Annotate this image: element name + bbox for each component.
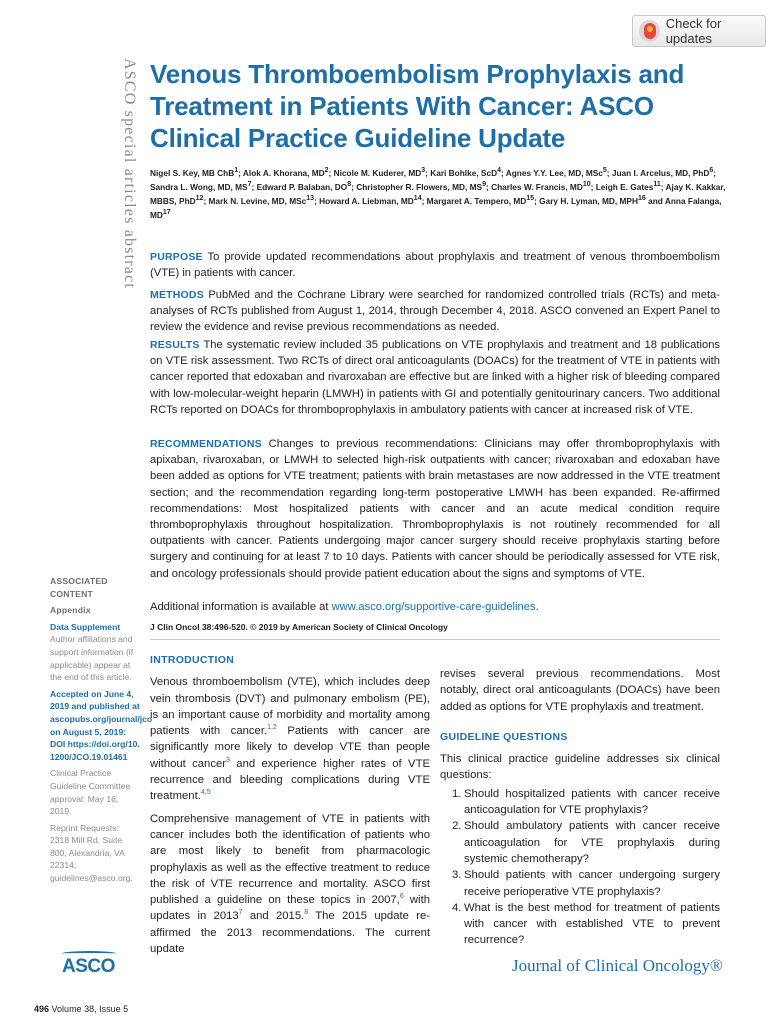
author-affiliation-number: 9 bbox=[482, 181, 486, 189]
author-separator: ; bbox=[328, 168, 334, 178]
author-name: Nicole M. Kuderer, MD bbox=[333, 168, 422, 178]
author bbox=[506, 168, 607, 178]
author-separator: ; bbox=[351, 182, 357, 192]
author-affiliation-number: 1 bbox=[234, 167, 239, 175]
additional-info-text: Additional information is available at bbox=[150, 601, 332, 613]
intro-p1-c: and experience higher rates of VTE recurrence and bleeding complications during VTE treatment. bbox=[150, 757, 431, 803]
author-affiliation-number: 5 bbox=[602, 167, 607, 175]
author-list bbox=[150, 166, 730, 222]
reference-link[interactable]: 6 bbox=[399, 893, 404, 901]
journal-logo: Journal of Clinical Oncology® bbox=[512, 956, 723, 975]
intro-p2-c: and 2015. bbox=[242, 910, 305, 923]
author-affiliation-number: 10 bbox=[582, 181, 591, 189]
doi-link[interactable]: https://doi.org/10.1200/JCO.19.01461 bbox=[50, 739, 140, 762]
author-separator: ; bbox=[590, 182, 596, 192]
author-separator: ; bbox=[500, 168, 506, 178]
accepted-prefix: Accepted on June 4, 2019 and published at bbox=[50, 688, 140, 712]
guideline-question bbox=[440, 900, 720, 949]
author-affiliation-number: 4 bbox=[497, 167, 501, 175]
intro-p1-b: Patients with cancer are significantly more likely to develop VTE than people without cancer bbox=[150, 725, 430, 770]
guideline-question bbox=[440, 867, 720, 900]
author-affiliation-number: 2 bbox=[324, 167, 329, 175]
asco-logo: ASCO bbox=[62, 956, 115, 977]
abstract-methods bbox=[150, 287, 720, 336]
author-separator: ; bbox=[534, 196, 540, 206]
crossmark-icon bbox=[639, 20, 660, 42]
ascopubs-link[interactable]: ascopubs.org/journal/jco bbox=[50, 713, 153, 724]
results-label: RESULTS bbox=[150, 339, 200, 351]
author-separator: ; bbox=[203, 196, 209, 206]
introduction-heading: INTRODUCTION bbox=[150, 654, 235, 666]
author-affiliations-note: Author affiliations and support information (if applicable) appear at the end of this article. bbox=[50, 634, 134, 683]
author bbox=[243, 168, 329, 178]
author bbox=[209, 196, 315, 206]
check-for-updates-label: Check for updates bbox=[665, 16, 722, 46]
author-name: Gary H. Lyman, MD, MPH bbox=[539, 196, 638, 206]
intro-p2-b: with updates in 2013 bbox=[150, 894, 430, 923]
introduction-paragraph-2 bbox=[150, 811, 430, 958]
author-separator: ; bbox=[238, 168, 243, 178]
author-name: Howard A. Liebman, MD bbox=[319, 196, 414, 206]
question-number: 2. bbox=[452, 820, 462, 833]
reference-link[interactable]: 3 bbox=[226, 757, 230, 765]
reference-link[interactable]: 1,2 bbox=[267, 724, 277, 732]
recommendations-label: RECOMMENDATIONS bbox=[150, 438, 262, 450]
author-name: Agnes Y.Y. Lee, MD, MSc bbox=[505, 168, 603, 178]
introduction-continued: revises several previous recommendations. Most notably, direct oral anticoagulants (DOACs) have been added as options for VTE prophylaxis and treatment. bbox=[440, 668, 720, 713]
author-separator: ; bbox=[606, 168, 612, 178]
author-affiliation-number: 12 bbox=[195, 195, 204, 203]
author-affiliation-number: 8 bbox=[347, 181, 352, 189]
author-name: Ajay K. Kakkar, MBBS, PhD bbox=[150, 182, 726, 206]
author-affiliation-number: 13 bbox=[306, 195, 315, 203]
guideline-question bbox=[440, 786, 720, 819]
intro-p2-d: The 2015 update re-affirmed the 2013 recommendations. The current update bbox=[150, 910, 430, 956]
introduction-paragraph-1 bbox=[150, 674, 430, 804]
accepted-mid: on August 5, 2019: DOI bbox=[50, 726, 127, 750]
author-affiliation-number: 15 bbox=[526, 195, 535, 203]
right-column bbox=[440, 666, 720, 949]
article-sidebar bbox=[50, 575, 153, 889]
author-name: Nigel S. Key, MB ChB bbox=[150, 168, 235, 178]
intro-p2-a: Comprehensive management of VTE in patients with cancer includes both the identification of patients who are most likely to benefit from pharmacologic prophylaxis as well as the effective treatment to reduce the risk of VTE recurrence and mortality. ASCO first published a guideline on these topics in 2007, bbox=[150, 812, 430, 907]
author-name: Edward P. Balaban, DO bbox=[256, 182, 348, 192]
author-affiliation-number: 17 bbox=[162, 209, 171, 217]
methods-label: METHODS bbox=[150, 289, 204, 301]
additional-info-suffix: . bbox=[535, 601, 539, 613]
abstract-results bbox=[150, 337, 720, 418]
journal-citation: J Clin Oncol 38:496-520. © 2019 by American Society of Clinical Oncology bbox=[150, 622, 448, 632]
check-for-updates-button[interactable] bbox=[632, 15, 766, 47]
author bbox=[334, 168, 426, 178]
intro-p1-a: Venous thromboembolism (VTE), which includes deep vein thrombosis (DVT) and pulmonary embolism (PE), is an important cause of morbidity and mortality among patients with cancer. bbox=[150, 676, 430, 738]
author-name: Leigh E. Gates bbox=[595, 182, 654, 192]
author bbox=[491, 182, 591, 192]
page-number: 496 bbox=[34, 1004, 50, 1014]
guideline-questions-intro: This clinical practice guideline addresses six clinical questions: bbox=[440, 753, 720, 782]
guideline-questions-heading: GUIDELINE QUESTIONS bbox=[440, 730, 568, 743]
author bbox=[257, 182, 352, 192]
question-text: Should patients with cancer undergoing surgery receive perioperative VTE prophylaxis? bbox=[464, 869, 720, 898]
issue-info: Volume 38, Issue 5 bbox=[51, 1004, 129, 1014]
author bbox=[430, 168, 501, 178]
author-name: Christopher R. Flowers, MD, MS bbox=[356, 182, 483, 192]
author-name: Mark N. Levine, MD, MSc bbox=[208, 196, 307, 206]
accepted-note bbox=[50, 688, 153, 764]
guideline-questions-list bbox=[440, 786, 720, 949]
author-affiliation-number: 7 bbox=[247, 181, 252, 189]
abstract-recommendations bbox=[150, 436, 720, 582]
author bbox=[539, 196, 646, 206]
author-affiliation-number: 3 bbox=[421, 167, 426, 175]
author-separator: ; bbox=[251, 182, 257, 192]
author-separator: ; bbox=[425, 168, 431, 178]
author bbox=[596, 182, 661, 192]
author-name: Alok A. Khorana, MD bbox=[242, 168, 325, 178]
question-text: Should hospitalized patients with cancer receive anticoagulation for VTE prophylaxis? bbox=[464, 787, 720, 817]
additional-info bbox=[150, 599, 720, 615]
reference-link[interactable]: 8 bbox=[304, 909, 309, 917]
author-name: Charles W. Francis, MD bbox=[491, 182, 583, 192]
purpose-text: To provide updated recommendations about prophylaxis and treatment of venous thromboembolism (VTE) in patients with cancer. bbox=[150, 251, 720, 280]
reference-link[interactable]: 4,5 bbox=[200, 789, 211, 797]
divider bbox=[150, 639, 720, 640]
abstract-purpose bbox=[150, 249, 720, 281]
author bbox=[356, 182, 486, 192]
author-affiliation-number: 16 bbox=[637, 195, 646, 203]
author-name: Juan I. Arcelus, MD, PhD bbox=[611, 168, 710, 178]
appendix-link[interactable]: Appendix bbox=[50, 605, 91, 616]
author-separator: ; bbox=[713, 168, 716, 178]
author-affiliation-number: 11 bbox=[653, 181, 661, 189]
results-text: The systematic review included 35 publications on VTE prophylaxis and treatment and 18 publications on VTE risk assessment. Two RCTs of direct oral anticoagulants (DOACs) for the treatment of VTE in patients with cancer reported that edoxaban and rivaroxaban are effective but are linked with a higher risk of bleeding compared with low-molecular-weight heparin (LMWH) in patients with GI and potentially genitourinary cancers. Two additional RCTs reported on DOACs for thromboprophylaxis in ambulatory patients with cancer at increased risk of VTE. bbox=[150, 339, 721, 416]
introduction-section bbox=[150, 652, 430, 963]
author bbox=[150, 182, 251, 192]
author bbox=[427, 196, 534, 206]
associated-content-heading: ASSOCIATED CONTENT bbox=[50, 576, 108, 599]
question-text: What is the best method for treatment of patients with cancer with established VTE to prevent recurrence? bbox=[464, 901, 720, 947]
question-number: 3. bbox=[452, 869, 462, 882]
question-number: 4. bbox=[452, 901, 462, 914]
author-affiliation-number: 6 bbox=[709, 167, 714, 175]
reference-link[interactable]: 7 bbox=[238, 909, 243, 917]
author-separator: ; bbox=[660, 182, 666, 192]
question-number: 1. bbox=[452, 787, 462, 800]
reprint-requests-note: Reprint Requests: 2318 Mill Rd, Suite 800, Alexandria, VA 22314; guidelines@asco.org. bbox=[50, 822, 133, 884]
section-label-vertical: ASCO special articles abstract bbox=[121, 58, 138, 290]
author-name: Sandra L. Wong, MD, MS bbox=[150, 182, 248, 192]
committee-approval-note: Clinical Practice Guideline Committee approval: May 16, 2019. bbox=[50, 768, 131, 817]
recommendations-text: Changes to previous recommendations: Clinicians may offer thromboprophylaxis with apixaban, rivaroxaban, or LMWH to selected high-risk outpatients with cancer; rivaroxaban and edoxaban have been added as options for VTE treatment; patients with brain metastases are now addressed in the VTE treatment section; and the recommendation regarding long-term postoperative LMWH has been expanded. Re-affirmed recommendations: Most hospitalized patients with cancer and an acute medical condition require thromboprophylaxis throughout hospitalization. Thromboprophylaxis is not routinely recommended for all outpatients with cancer. Patients undergoing major cancer surgery should receive prophylaxis starting before surgery and continuing for at least 7 to 10 days. Patients with cancer should be periodically assessed for VTE risk, and oncology professionals should provide patient education about the signs and symptoms of VTE. bbox=[150, 438, 721, 580]
author-separator: ; bbox=[421, 196, 427, 206]
page-footer bbox=[34, 1004, 128, 1014]
author-separator: ; bbox=[314, 196, 320, 206]
author bbox=[319, 196, 421, 206]
author-separator: ; bbox=[486, 182, 492, 192]
author bbox=[150, 168, 238, 178]
author-name: Margaret A. Tempero, MD bbox=[426, 196, 527, 206]
methods-text: PubMed and the Cochrane Library were searched for randomized controlled trials (RCTs) and meta-analyses of RCTs published from August 1, 2014, through December 4, 2018. ASCO convened an Expert Panel to review the evidence and revise previous recommendations as needed. bbox=[150, 289, 720, 334]
question-text: Should ambulatory patients with cancer receive anticoagulation for VTE prophylaxis during systemic chemotherapy? bbox=[464, 820, 720, 865]
author-affiliation-number: 14 bbox=[413, 195, 422, 203]
article-title: Venous Thromboembolism Prophylaxis and Treatment in Patients With Cancer: ASCO Clinical Practice Guideline Update bbox=[150, 59, 685, 153]
author-name: and Anna Falanga, MD bbox=[150, 196, 722, 220]
guideline-question bbox=[440, 818, 720, 867]
author-name: Kari Bohlke, ScD bbox=[430, 168, 498, 178]
data-supplement-link[interactable]: Data Supplement bbox=[50, 621, 121, 632]
author bbox=[612, 168, 713, 178]
supportive-care-guidelines-link[interactable]: www.asco.org/supportive-care-guidelines bbox=[331, 601, 536, 613]
purpose-label: PURPOSE bbox=[150, 251, 203, 263]
